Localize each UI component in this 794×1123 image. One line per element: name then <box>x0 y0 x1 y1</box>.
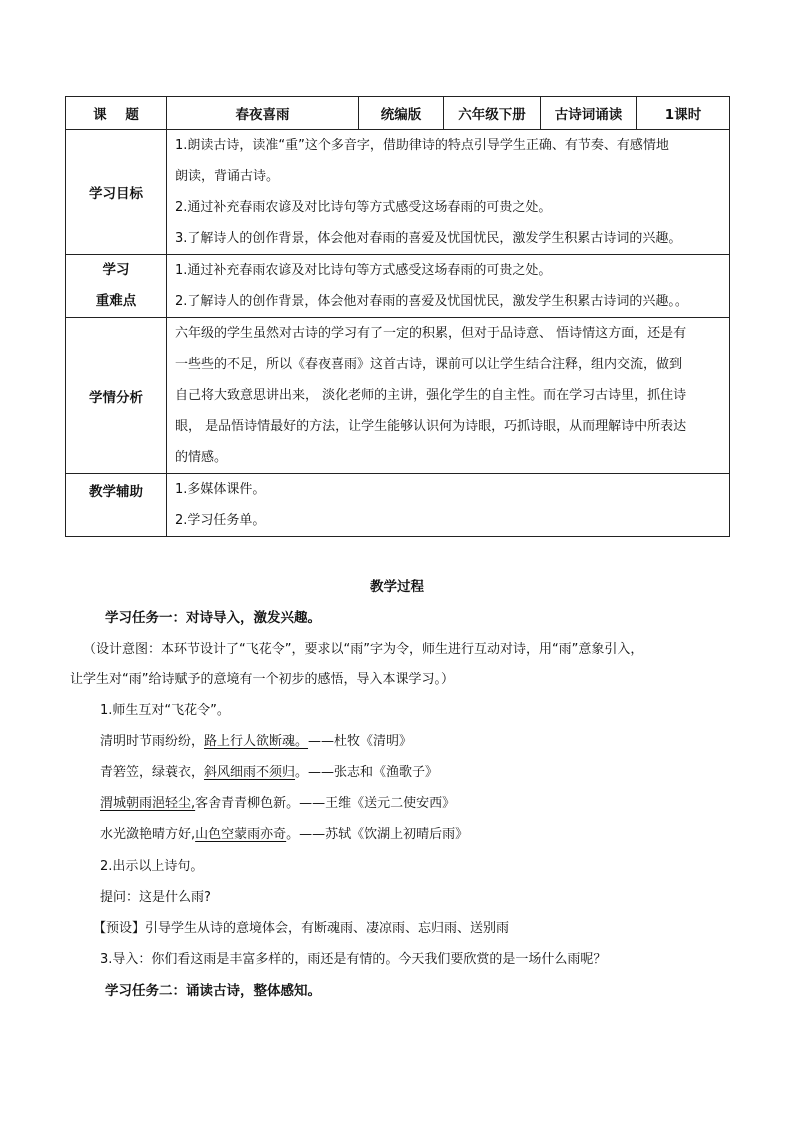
grade-cell: 六年级下册 <box>444 97 541 130</box>
task-2-heading: 学习任务二：诵读古诗，整体感知。 <box>105 983 321 999</box>
aid-2: 2.学习任务单。 <box>175 513 266 528</box>
key-points-label <box>66 255 167 318</box>
key-points-label-b: 重难点 <box>95 293 137 309</box>
objective-3: 3.了解诗人的创作背景，体会他对春雨的喜爱及忧国忧民，激发学生积累古诗词的兴趣。 <box>175 231 682 246</box>
question: 提问：这是什么雨? <box>100 890 211 905</box>
objective-1a: 1.朗读古诗，读准“重”这个多音字，借助律诗的特点引导学生正确、有节奏、有感情地 <box>175 138 669 153</box>
key-points-row <box>66 255 730 318</box>
table-header-row <box>66 97 730 130</box>
objectives-row <box>66 130 730 255</box>
design-intent-a: （设计意图：本环节设计了“飞花令”，要求以“雨”字为令，师生进行互动对诗，用“雨”意象引入， <box>83 642 644 657</box>
hours-cell: 1课时 <box>637 97 730 130</box>
poem-3-a: 渭城朝雨浥轻尘, <box>100 796 196 811</box>
analysis-label: 学情分析 <box>66 318 167 474</box>
aids-label: 教学辅助 <box>66 474 167 537</box>
analysis-line-3: 自己将大致意思讲出来， 淡化老师的主讲，强化学生的自主性。而在学习古诗里，抓住诗 <box>175 388 687 403</box>
objectives-label: 学习目标 <box>66 130 167 255</box>
analysis-content <box>167 318 730 474</box>
analysis-line-2: 一些些的不足，所以《春夜喜雨》这首古诗，课前可以让学生结合注释，组内交流，做到 <box>175 357 683 372</box>
aids-content <box>167 474 730 537</box>
poem-3-b: 客舍青青柳色新。——王维《送元二使安西》 <box>195 796 456 811</box>
analysis-line-1: 六年级的学生虽然对古诗的学习有了一定的积累，但对于品诗意、 悟诗情这方面，还是有 <box>175 326 687 341</box>
key-points-label-a: 学习 <box>102 262 130 278</box>
edition-cell: 统编版 <box>359 97 444 130</box>
course-label: 课 题 <box>66 97 167 130</box>
analysis-row <box>66 318 730 474</box>
poem-line-3 <box>100 792 455 811</box>
key-point-2: 2.了解诗人的创作背景，体会他对春雨的喜爱及忧国忧民，激发学生积累古诗词的兴趣。。 <box>175 294 688 309</box>
poem-4-c: 。——苏轼《饮湖上初晴后雨》 <box>286 827 469 842</box>
category-cell: 古诗词诵读 <box>541 97 637 130</box>
step-2: 2.出示以上诗句。 <box>100 859 204 874</box>
analysis-line-4: 眼， 是品悟诗情最好的方法，让学生能够认识何为诗眼，巧抓诗眼，从而理解诗中所表达 <box>175 419 687 434</box>
task-1-heading: 学习任务一：对诗导入，激发兴趣。 <box>105 610 321 626</box>
poem-line-1 <box>100 730 412 749</box>
poem-2-b: 斜风细雨不须归 <box>204 765 296 780</box>
aids-row <box>66 474 730 537</box>
step-3: 3.导入：你们看这雨是丰富多样的，雨还是有情的。今天我们要欣赏的是一场什么雨呢？ <box>100 952 607 967</box>
poem-line-2 <box>100 761 438 780</box>
lesson-title: 春夜喜雨 <box>167 97 359 130</box>
poem-1-c: ——杜牧《清明》 <box>308 734 413 749</box>
key-points-content <box>167 255 730 318</box>
objective-1b: 朗读，背诵古诗。 <box>175 169 280 184</box>
poem-1-b: 路上行人欲断魂。 <box>204 734 309 749</box>
step-1: 1.师生互对“飞花令”。 <box>100 703 230 718</box>
process-title: 教学过程 <box>370 579 424 595</box>
poem-4-b: 山色空蒙雨亦奇 <box>195 827 287 842</box>
poem-4-a: 水光潋艳晴方好, <box>100 827 196 842</box>
aid-1: 1.多媒体课件。 <box>175 482 266 497</box>
poem-2-a: 青箬笠，绿蓑衣， <box>100 765 205 780</box>
poem-1-a: 清明时节雨纷纷， <box>100 734 205 749</box>
poem-line-4 <box>100 823 468 842</box>
objectives-content <box>167 130 730 255</box>
analysis-line-5: 的情感。 <box>175 450 228 465</box>
design-intent-b: 让学生对“雨”给诗赋予的意境有一个初步的感悟，导入本课学习。） <box>70 672 454 687</box>
key-point-1: 1.通过补充春雨农谚及对比诗句等方式感受这场春雨的可贵之处。 <box>175 263 552 278</box>
poem-2-c: 。——张志和《渔歌子》 <box>295 765 439 780</box>
preset: 【预设】引导学生从诗的意境体会，有断魂雨、凄凉雨、忘归雨、送别雨 <box>93 921 510 936</box>
objective-2: 2.通过补充春雨农谚及对比诗句等方式感受这场春雨的可贵之处。 <box>175 200 552 215</box>
lesson-info-table <box>65 96 730 537</box>
